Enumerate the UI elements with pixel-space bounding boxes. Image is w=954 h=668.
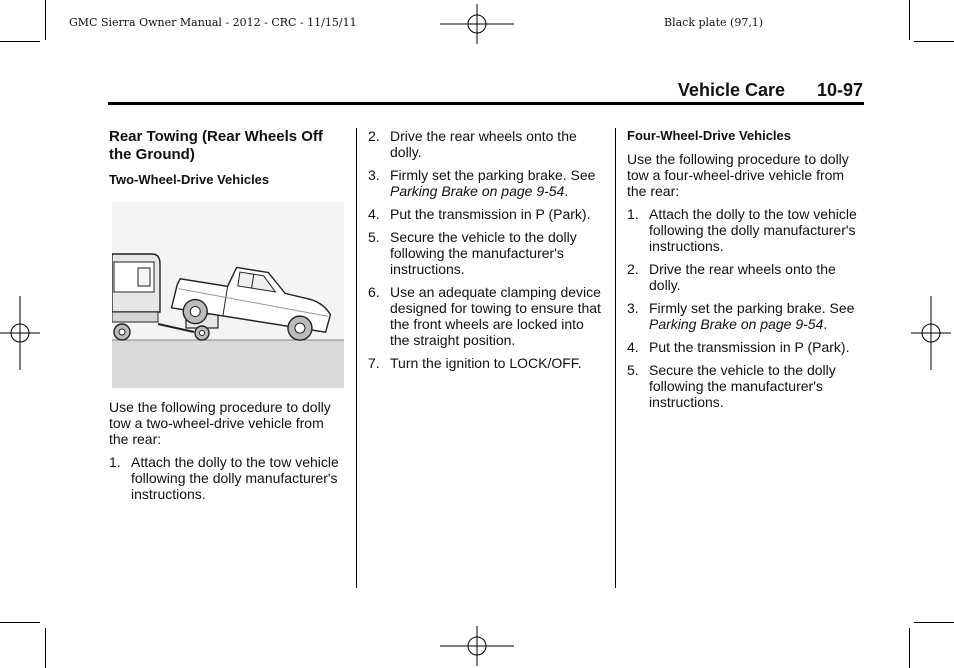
list-item <box>368 355 604 371</box>
list-item <box>368 284 604 348</box>
intro-paragraph: Use the following procedure to dolly tow a four-wheel-drive vehicle from the rear: <box>627 151 849 199</box>
step-text: Firmly set the parking brake. See <box>390 167 596 183</box>
step-number: 3. <box>627 300 639 316</box>
registration-mark-right <box>911 296 951 370</box>
step-text: Attach the dolly to the tow vehicle following the dolly manufacturer's instructions. <box>131 454 339 502</box>
step-text: Drive the rear wheels onto the dolly. <box>390 128 577 160</box>
step-text: Put the transmission in P (Park). <box>649 339 850 355</box>
list-item <box>368 128 604 160</box>
list-item <box>368 167 604 199</box>
step-number: 7. <box>368 355 380 371</box>
right-column <box>627 128 863 417</box>
cross-reference-link[interactable]: Parking Brake on page 9-54 <box>390 183 565 199</box>
page-number: 10-97 <box>816 80 863 100</box>
subheading-two-wheel-drive: Two-Wheel-Drive Vehicles <box>109 172 270 187</box>
step-number: 4. <box>627 339 639 355</box>
print-header-left: GMC Sierra Owner Manual - 2012 - CRC - 11/15/11 <box>69 16 357 29</box>
step-number: 5. <box>627 362 639 378</box>
step-number: 1. <box>627 206 639 222</box>
column-divider-right <box>615 128 616 588</box>
step-text: Firmly set the parking brake. See <box>649 300 855 316</box>
step-text: Put the transmission in P (Park). <box>390 206 591 222</box>
steps-list <box>368 128 604 371</box>
section-heading: Rear Towing (Rear Wheels Off the Ground) <box>109 128 323 163</box>
middle-column <box>368 128 604 378</box>
list-item <box>368 206 604 222</box>
cross-reference-link[interactable]: Parking Brake on page 9-54 <box>649 316 824 332</box>
step-number: 3. <box>368 167 380 183</box>
left-column <box>109 128 345 509</box>
section-title: Vehicle Care <box>677 80 785 100</box>
list-item <box>627 362 863 410</box>
list-item <box>627 339 863 355</box>
registration-mark-left <box>0 296 40 370</box>
step-number: 6. <box>368 284 380 300</box>
list-item <box>109 454 345 502</box>
step-text: Drive the rear wheels onto the dolly. <box>649 261 836 293</box>
steps-list <box>627 206 863 410</box>
step-number: 5. <box>368 229 380 245</box>
registration-mark-top <box>440 4 514 44</box>
list-item <box>627 206 863 254</box>
list-item <box>627 261 863 293</box>
step-text: Use an adequate clamping device designed for towing to ensure that the front wheels are locked into the straight position. <box>390 284 601 348</box>
step-text-end: . <box>823 316 828 332</box>
step-text: Secure the vehicle to the dolly following the manufacturer's instructions. <box>649 362 836 410</box>
steps-list <box>109 454 345 502</box>
subheading-four-wheel-drive: Four-Wheel-Drive Vehicles <box>627 128 791 143</box>
intro-paragraph: Use the following procedure to dolly tow a two-wheel-drive vehicle from the rear: <box>109 399 331 447</box>
list-item <box>368 229 604 277</box>
step-text-end: . <box>564 183 569 199</box>
step-number: 4. <box>368 206 380 222</box>
truck-on-tow-dolly-illustration <box>112 202 344 388</box>
step-text: Turn the ignition to LOCK/OFF. <box>390 355 582 371</box>
step-text: Secure the vehicle to the dolly following the manufacturer's instructions. <box>390 229 577 277</box>
header-rule <box>108 102 864 105</box>
step-number: 2. <box>368 128 380 144</box>
registration-mark-bottom <box>440 626 514 666</box>
step-number: 2. <box>627 261 639 277</box>
list-item <box>627 300 863 332</box>
page-header <box>108 80 863 102</box>
column-divider-left <box>356 128 357 588</box>
step-number: 1. <box>109 454 121 470</box>
print-header-right: Black plate (97,1) <box>664 16 764 29</box>
step-text: Attach the dolly to the tow vehicle following the dolly manufacturer's instructions. <box>649 206 857 254</box>
